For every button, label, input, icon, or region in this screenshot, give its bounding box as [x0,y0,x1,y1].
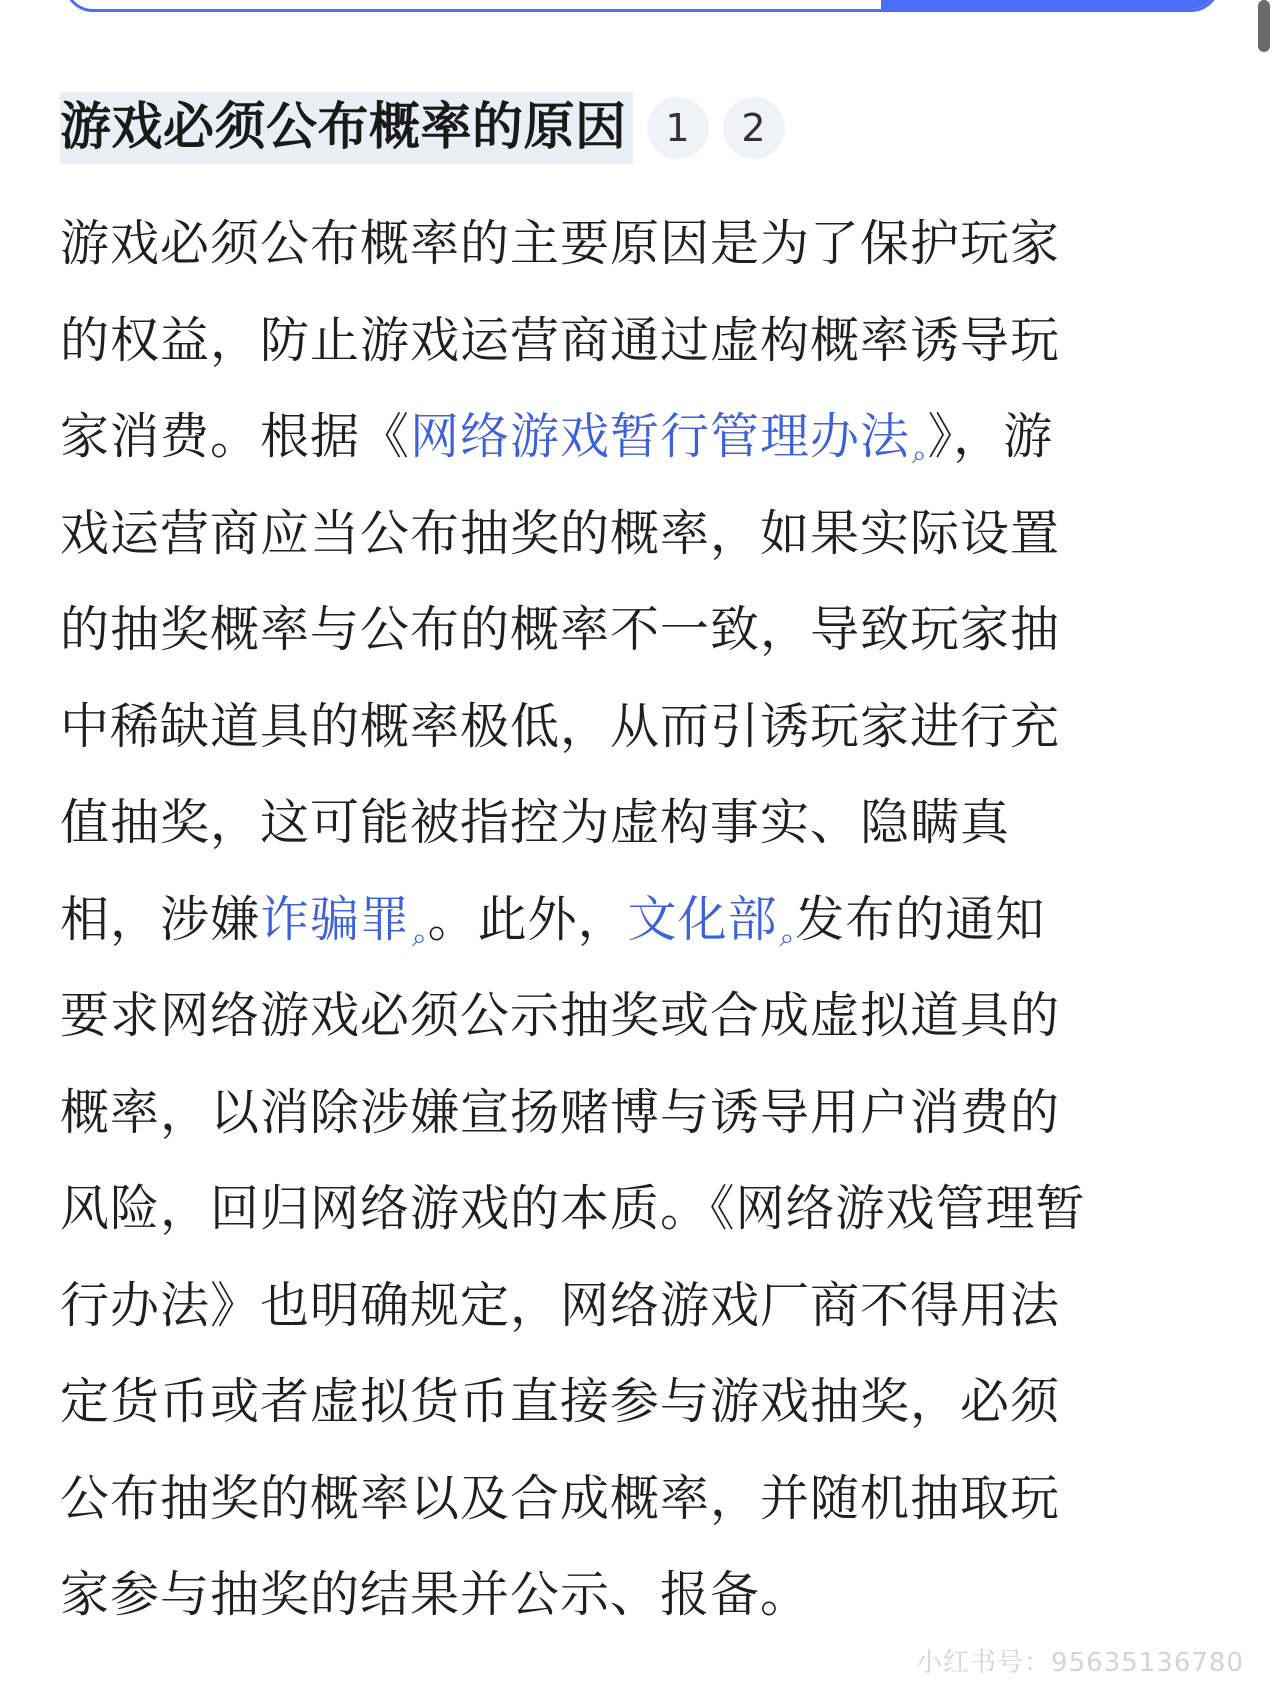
answer-text: 戏运营商应当公布抽奖的概率，如果实际设置 [60,504,1061,562]
answer-link-text[interactable]: 文化部 [627,890,778,948]
answer-line [60,486,1220,583]
answer-text: 行办法》也明确规定，网络游戏厂商不得用法 [60,1276,1061,1334]
search-icon[interactable]: ⌕ [912,440,928,470]
answer-text: 。此外， [427,890,628,948]
answer-heading [60,92,785,164]
answer-line [60,293,1220,390]
answer-line [60,582,1220,679]
heading-title: 游戏必须公布概率的原因 [60,92,633,164]
answer-link-text[interactable]: 诈骗罪 [260,890,411,948]
answer-text: 中稀缺道具的概率极低，从而引诱玩家进行充 [60,697,1061,755]
answer-text: 的权益，防止游戏运营商通过虚构概率诱导玩 [60,311,1061,369]
answer-text: 游戏必须公布概率的主要原因是为了保护玩家 [60,215,1061,272]
answer-line [60,1258,1220,1355]
answer-text: 定货币或者虚拟货币直接参与游戏抽奖，必须 [60,1373,1061,1430]
scrollbar[interactable] [1258,0,1270,52]
answer-line [60,775,1220,872]
search-icon[interactable]: ⌕ [779,922,796,953]
answer-text: 的抽奖概率与公布的概率不一致，导致玩家抽 [60,601,1061,658]
answer-link[interactable] [627,890,796,953]
answer-line [60,1451,1220,1548]
answer-link[interactable] [260,890,428,953]
answer-text: 风险，回归网络游戏的本质。《网络游戏管理暂 [60,1180,1086,1237]
answer-line [60,1547,1220,1644]
answer-line [60,389,1220,486]
answer-text: 家参与抽奖的结果并公示、报备。 [60,1566,811,1623]
answer-text: 相，涉嫌 [60,890,261,948]
search-icon[interactable]: ⌕ [412,922,428,953]
answer-text: 要求网络游戏必须公示抽奖或合成虚拟道具的 [60,987,1061,1044]
answer-line [60,968,1220,1065]
search-bar[interactable] [64,0,1220,12]
answer-line [60,196,1220,293]
answer-text: 家消费。根据《 [60,408,411,465]
answer-line [60,679,1220,776]
answer-link-text[interactable]: 网络游戏暂行管理办法 [410,408,911,465]
answer-text: 公布抽奖的概率以及合成概率，并随机抽取玩 [60,1469,1061,1527]
answer-line [60,1065,1220,1162]
answer-link[interactable] [410,408,928,470]
citation-badge-2[interactable]: 2 [723,97,785,159]
answer-line [60,1354,1220,1451]
watermark: 小红书号：95635136780 [916,1648,1244,1678]
citation-badge-1[interactable]: 1 [647,97,709,159]
answer-line [60,1161,1220,1258]
answer-text: 值抽奖，这可能被指控为虚构事实、隐瞒真 [60,794,1011,851]
answer-body [60,196,1220,1644]
answer-text: 》，游 [927,408,1054,465]
answer-line [60,872,1220,969]
search-button[interactable] [881,0,1217,9]
answer-text: 发布的通知 [795,890,1046,948]
answer-text: 概率，以消除涉嫌宣扬赌博与诱导用户消费的 [60,1083,1061,1141]
